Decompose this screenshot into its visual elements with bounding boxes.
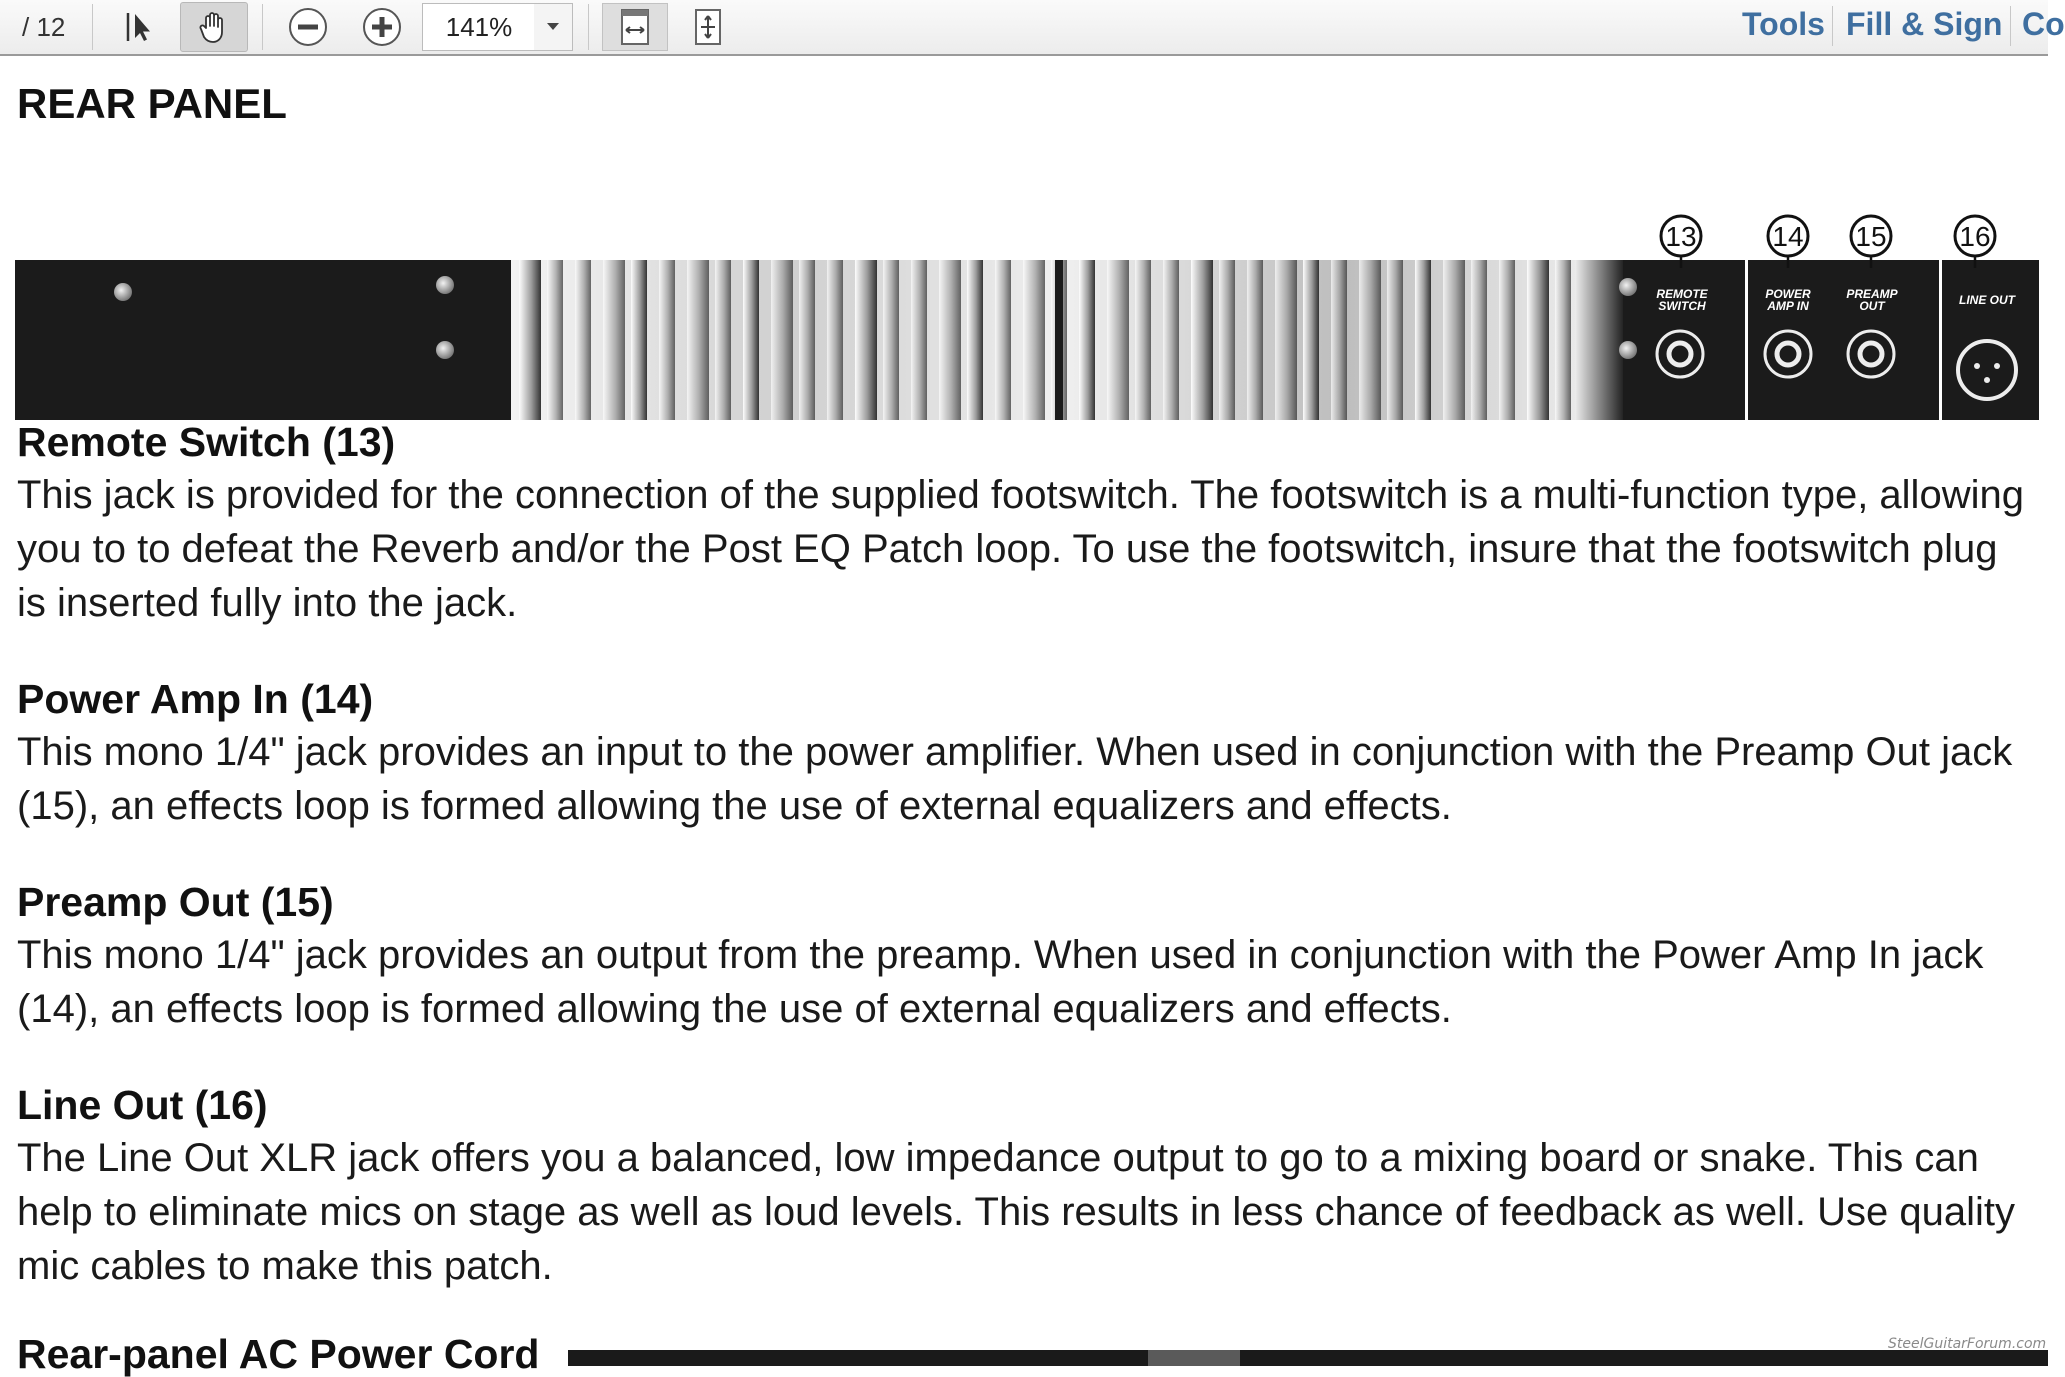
hand-tool-button[interactable] [180, 2, 248, 52]
section-heading: Preamp Out (15) [17, 879, 334, 925]
section-body: This mono 1/4" jack provides an output from the preamp. When used in conjunction with the Power Amp In jack (14), an effects loop is formed allowing the use of external equalizers and effects. [17, 933, 1984, 1031]
grille-slat [659, 260, 675, 420]
callout-15: 15 [1855, 221, 1887, 252]
grille-slat [995, 260, 1011, 420]
watermark: SteelGuitarForum.com [1888, 1336, 2047, 1352]
grille-slat [519, 260, 541, 420]
callout-13: 13 [1665, 221, 1697, 252]
grille-slat [1275, 260, 1297, 420]
pdf-toolbar [0, 0, 2065, 56]
grille-slat [771, 260, 793, 420]
comment-link[interactable]: Co [2022, 5, 2065, 42]
jack-label-remote-switch: SWITCH [1658, 299, 1706, 313]
hand-tool-icon [197, 10, 231, 44]
grille-slat [827, 260, 843, 420]
toolbar-divider [2010, 6, 2011, 46]
grille-slat [1555, 260, 1571, 420]
fit-width-icon [619, 8, 651, 46]
grille-slat [939, 260, 961, 420]
fit-page-icon [693, 8, 723, 46]
grille-slat [687, 260, 709, 420]
grille-slat [883, 260, 899, 420]
rear-panel-drawing [15, 164, 2039, 424]
grille-slat [1471, 260, 1487, 420]
next-heading-partial [17, 1331, 617, 1377]
toolbar-divider [262, 4, 263, 50]
grille-slat [855, 260, 877, 420]
select-arrow-icon [125, 10, 155, 44]
section-heading: Remote Switch (13) [17, 419, 396, 465]
grille-slat [743, 260, 759, 420]
select-tool-button[interactable] [112, 0, 168, 54]
grille-slat [1499, 260, 1515, 420]
grille-slat [575, 260, 591, 420]
section-title: REAR PANEL [17, 80, 287, 127]
fit-page-button[interactable] [680, 0, 736, 54]
grille-slat [1303, 260, 1319, 420]
grille-slat [631, 260, 647, 420]
bottom-scrollbar-track[interactable] [568, 1350, 2048, 1366]
grille-slat [911, 260, 927, 420]
chevron-down-icon [546, 22, 560, 32]
toolbar-divider [1832, 6, 1833, 46]
line-out-section [17, 1079, 2027, 1293]
grille-slat [1135, 260, 1151, 420]
grille-slat [1023, 260, 1045, 420]
grille-slat [1443, 260, 1465, 420]
grille-slat [1527, 260, 1549, 420]
grille-slat [1079, 260, 1095, 420]
preamp-out-section [17, 876, 2027, 1036]
section-heading: Power Amp In (14) [17, 676, 374, 722]
grille-slat [603, 260, 625, 420]
section-body: This jack is provided for the connection of the supplied footswitch. The footswitch is a multi-function type, allowing you to to defeat the Reverb and/or the Post EQ Patch loop. To use the footswitch, insure that the footswitch plug is inserted fully into the jack. [17, 473, 2024, 625]
jack-label-preamp-out: PREAMP [1846, 287, 1898, 301]
page-count: / 12 [22, 11, 66, 42]
jack-label-preamp-out: OUT [1859, 299, 1885, 313]
grille-slat [1163, 260, 1179, 420]
grille-slat [547, 260, 563, 420]
remote-switch-section [17, 416, 2027, 630]
grille-slat [1415, 260, 1431, 420]
section-body: The Line Out XLR jack offers you a balanced, low impedance output to go to a mixing board or snake. This can help to eliminate mics on stage as well as loud levels. This results in less chance of feedback as well. Use quality mic cables to make this patch. [17, 1136, 2016, 1288]
zoom-out-button[interactable] [280, 0, 336, 54]
next-heading-text: Rear-panel AC Power Cord [17, 1331, 540, 1377]
grille-slat [799, 260, 815, 420]
grille-slat [967, 260, 983, 420]
toolbar-divider [92, 4, 93, 50]
zoom-level-input[interactable]: 141% [422, 3, 536, 51]
grille-slat [1107, 260, 1129, 420]
zoom-dropdown-button[interactable] [534, 3, 573, 51]
grille-slat [1359, 260, 1381, 420]
zoom-in-button[interactable] [354, 0, 410, 54]
zoom-in-icon [362, 7, 402, 47]
grille-slat [1387, 260, 1403, 420]
grille-slat [715, 260, 731, 420]
jack-label-power-amp-in: POWER [1765, 287, 1811, 301]
grille-slat [1331, 260, 1347, 420]
fit-width-button[interactable] [602, 3, 668, 51]
grille-slat [1191, 260, 1213, 420]
power-amp-in-section [17, 673, 2027, 833]
tools-link[interactable]: Tools [1742, 5, 1825, 42]
fill-and-sign-link[interactable]: Fill & Sign [1846, 5, 2003, 42]
jack-label-remote-switch: REMOTE [1656, 287, 1708, 301]
jack-label-power-amp-in: AMP IN [1767, 299, 1809, 313]
grille-slat [1247, 260, 1263, 420]
bottom-scrollbar-thumb[interactable] [1148, 1350, 1240, 1366]
zoom-out-icon [288, 7, 328, 47]
jack-label-line-out: LINE OUT [1959, 293, 2015, 307]
rear-panel-illustration [15, 164, 2039, 424]
grille-slat [1219, 260, 1235, 420]
callout-14: 14 [1772, 221, 1804, 252]
callout-16: 16 [1959, 221, 1991, 252]
toolbar-divider [588, 4, 589, 50]
section-heading: Line Out (16) [17, 1082, 268, 1128]
section-body: This mono 1/4" jack provides an input to the power amplifier. When used in conjunction with the Preamp Out jack (15), an effects loop is formed allowing the use of external equalizers and effects. [17, 730, 2013, 828]
